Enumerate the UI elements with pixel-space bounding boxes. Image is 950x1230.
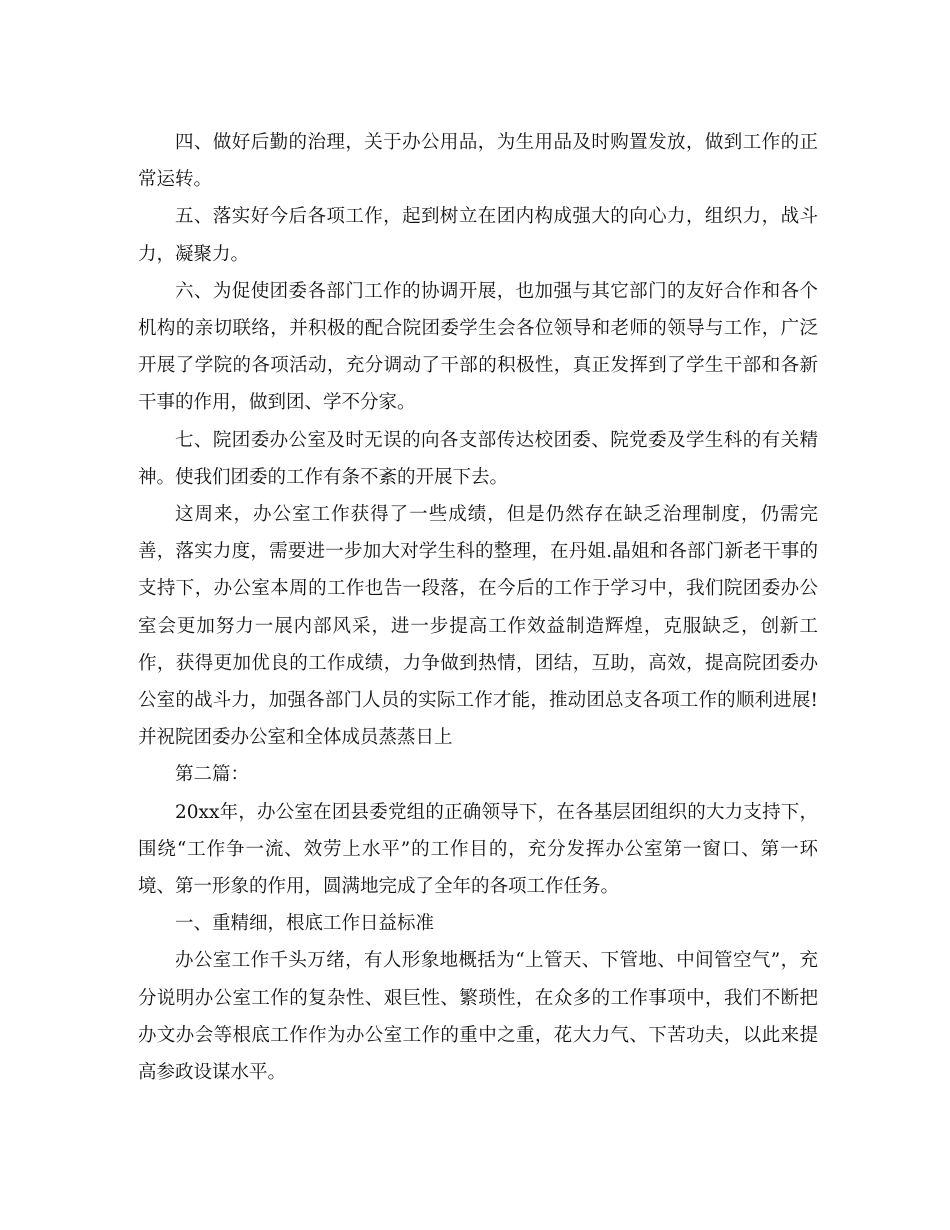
section-heading-part-two: 第二篇： [175, 764, 250, 786]
paragraph-item-four: 四、做好后勤的治理，关于办公用品，为生用品及时购置发放，做到工作的正常运转。 [138, 132, 818, 191]
document-body [138, 124, 818, 1091]
subheading-item-one: 一、重精细，根底工作日益标准 [175, 913, 435, 935]
paragraph-office-work: 办公室工作千头万绪，有人形象地概括为“上管天、下管地、中间管空气”，充分说明办公室工作的复杂性、艰巨性、繁琐性，在众多的工作事项中，我们不断把办文办会等根底工作作为办公室工作的重中之重，花大力气、下苦功夫，以此来提高参政设谋水平。 [138, 950, 818, 1084]
paragraph-summary: 这周来，办公室工作获得了一些成绩，但是仍然存在缺乏治理制度，仍需完善，落实力度，需要进一步加大对学生科的整理，在丹姐.晶姐和各部门新老干事的支持下，办公室本周的工作也告一段落，在今后的工作于学习中，我们院团委办公室会更加努力一展内部风采，进一步提高工作效益制造辉煌，克服缺乏，创新工作，获得更加优良的工作成绩，力争做到热情，团结，互助，高效，提高院团委办公室的战斗力，加强各部门人员的实际工作才能，推动团总支各项工作的顺利进展!并祝院团委办公室和全体成员蒸蒸日上 [138, 504, 818, 749]
paragraph-intro-part-two: 20xx年，办公室在团县委党组的正确领导下，在各基层团组织的大力支持下，围绕“工作争一流、效劳上水平”的工作目的，充分发挥办公室第一窗口、第一环境、第一形象的作用，圆满地完成了全年的各项工作任务。 [138, 801, 818, 898]
paragraph-item-seven: 七、院团委办公室及时无误的向各支部传达校团委、院党委及学生科的有关精神。使我们团委的工作有条不紊的开展下去。 [138, 429, 818, 488]
paragraph-item-five: 五、落实好今后各项工作，起到树立在团内构成强大的向心力，组织力，战斗力，凝聚力。 [138, 206, 818, 265]
paragraph-item-six: 六、为促使团委各部门工作的协调开展，也加强与其它部门的友好合作和各个机构的亲切联络，并积极的配合院团委学生会各位领导和老师的领导与工作，广泛开展了学院的各项活动，充分调动了干部的积极性，真正发挥到了学生干部和各新干事的作用，做到团、学不分家。 [138, 280, 818, 414]
